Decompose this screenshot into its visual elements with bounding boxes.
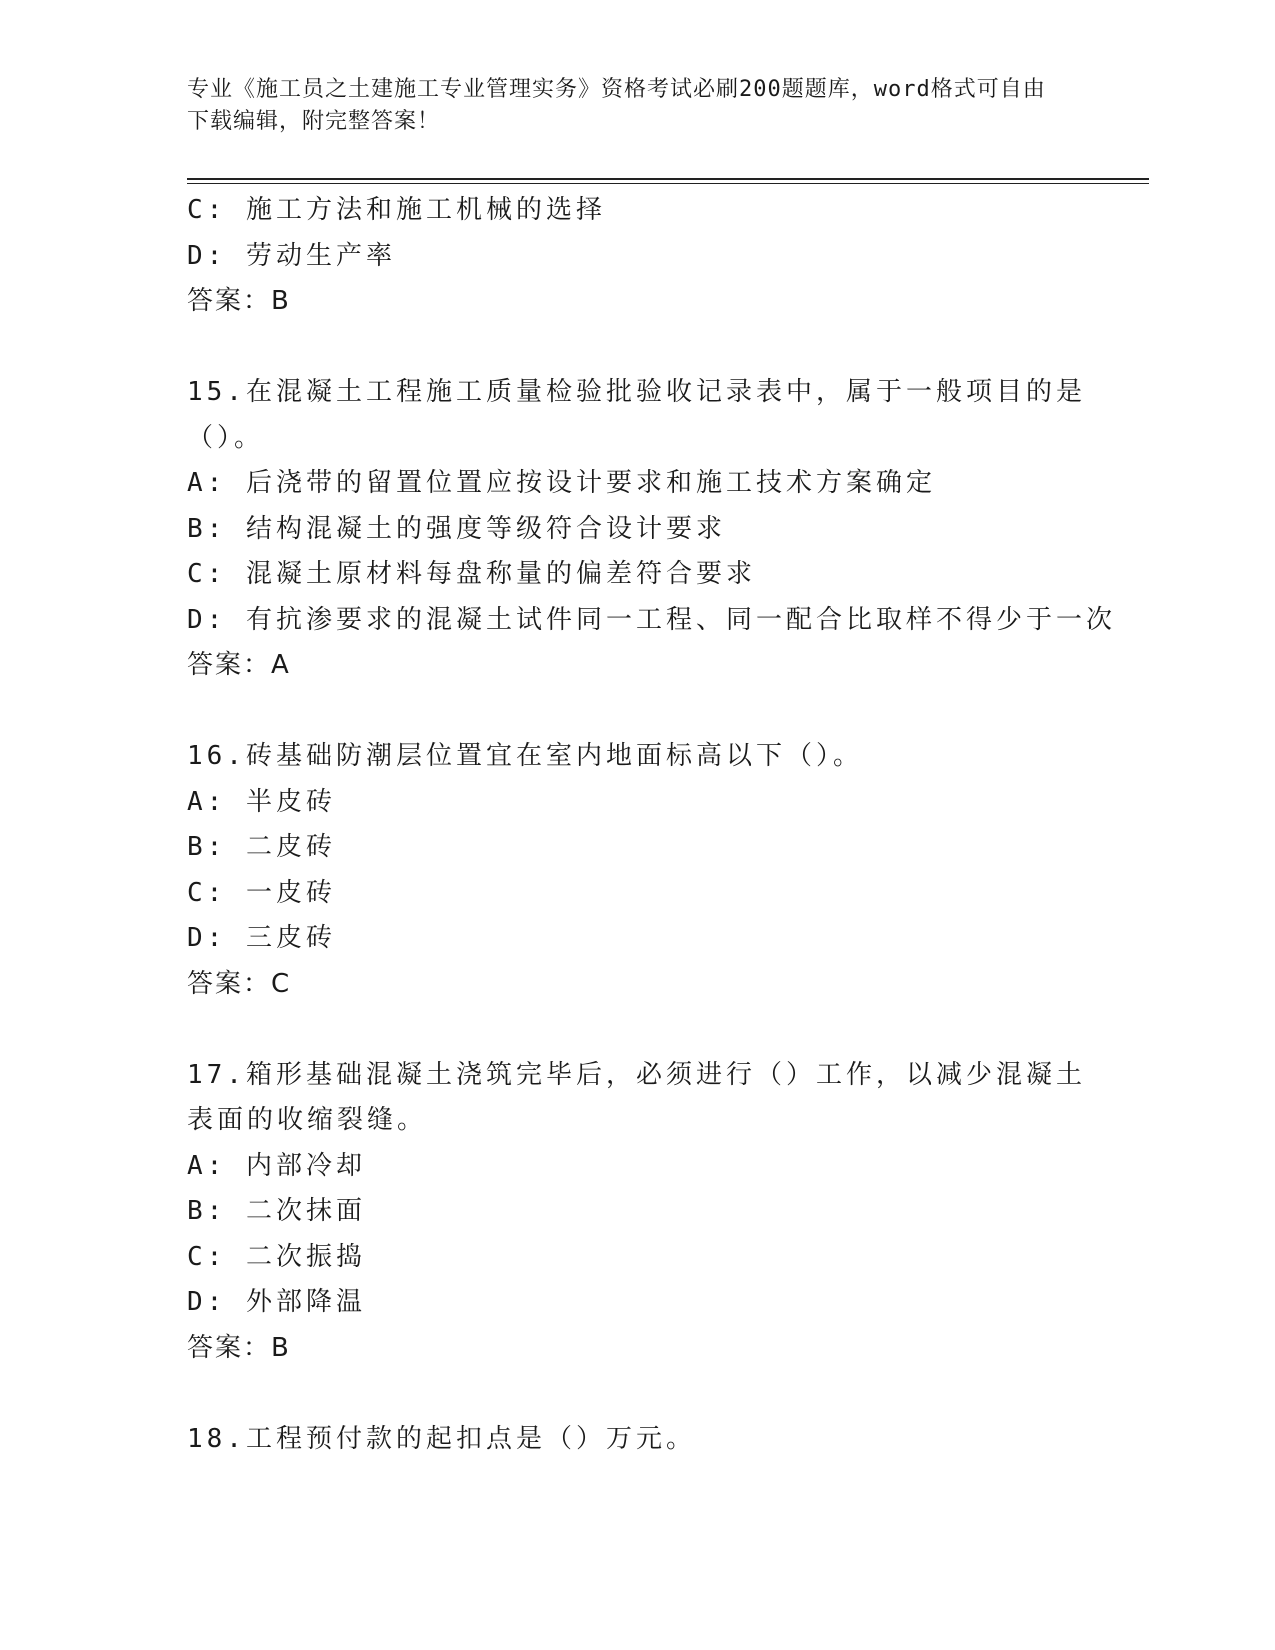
answer: 答案：A [187,650,291,680]
option-b: B: 二次抹面 [187,1196,366,1226]
option-d: D: 劳动生产率 [187,240,396,271]
header-rule-thick [187,178,1149,180]
question-18 [187,1417,1087,1463]
option-a: A: 后浇带的留置位置应按设计要求和施工技术方案确定 [187,468,936,498]
question-list [187,188,1116,1462]
header-rule-thin [187,183,1149,184]
answer: 答案：C [187,968,292,999]
option-b: B: 结构混凝土的强度等级符合设计要求 [187,513,726,544]
question-17 [187,1053,1087,1372]
question-number: 17. [187,1059,246,1090]
answer: 答案：B [187,286,291,316]
answer: 答案：B [187,1332,291,1363]
question-stem: 在混凝土工程施工质量检验批验收记录表中，属于一般项目的是（）。 [187,377,1086,453]
question-16 [187,734,1087,1007]
question-stem: 砖基础防潮层位置宜在室内地面标高以下（）。 [245,741,863,771]
option-d: D: 三皮砖 [187,923,336,953]
question-stem: 工程预付款的起扣点是（）万元。 [245,1423,696,1454]
option-a: A: 半皮砖 [187,786,336,817]
option-c: C: 施工方法和施工机械的选择 [187,195,606,225]
question-15 [187,370,1116,689]
question-number: 18. [187,1423,246,1454]
question-text [187,370,1087,461]
question-text [187,1417,1087,1463]
option-d: D: 外部降温 [187,1287,366,1317]
page-header: 专业《施工员之土建施工专业管理实务》资格考试必刷200题题库，word格式可自由下载编辑，附完整答案！ [187,77,1046,134]
option-c: C: 一皮砖 [187,877,336,908]
option-c: C: 二次振捣 [187,1241,366,1272]
question-14-continued [187,188,1087,325]
question-text [187,1053,1087,1144]
question-stem: 箱形基础混凝土浇筑完毕后，必须进行（）工作，以减少混凝土表面的收缩裂缝。 [187,1059,1086,1135]
option-b: B: 二皮砖 [187,832,336,862]
question-text [187,734,1087,780]
question-number: 15. [187,377,246,407]
option-a: A: 内部冷却 [187,1150,366,1181]
option-c: C: 混凝土原材料每盘称量的偏差符合要求 [187,559,756,589]
question-number: 16. [187,741,246,771]
option-d: D: 有抗渗要求的混凝土试件同一工程、同一配合比取样不得少于一次 [187,604,1116,635]
